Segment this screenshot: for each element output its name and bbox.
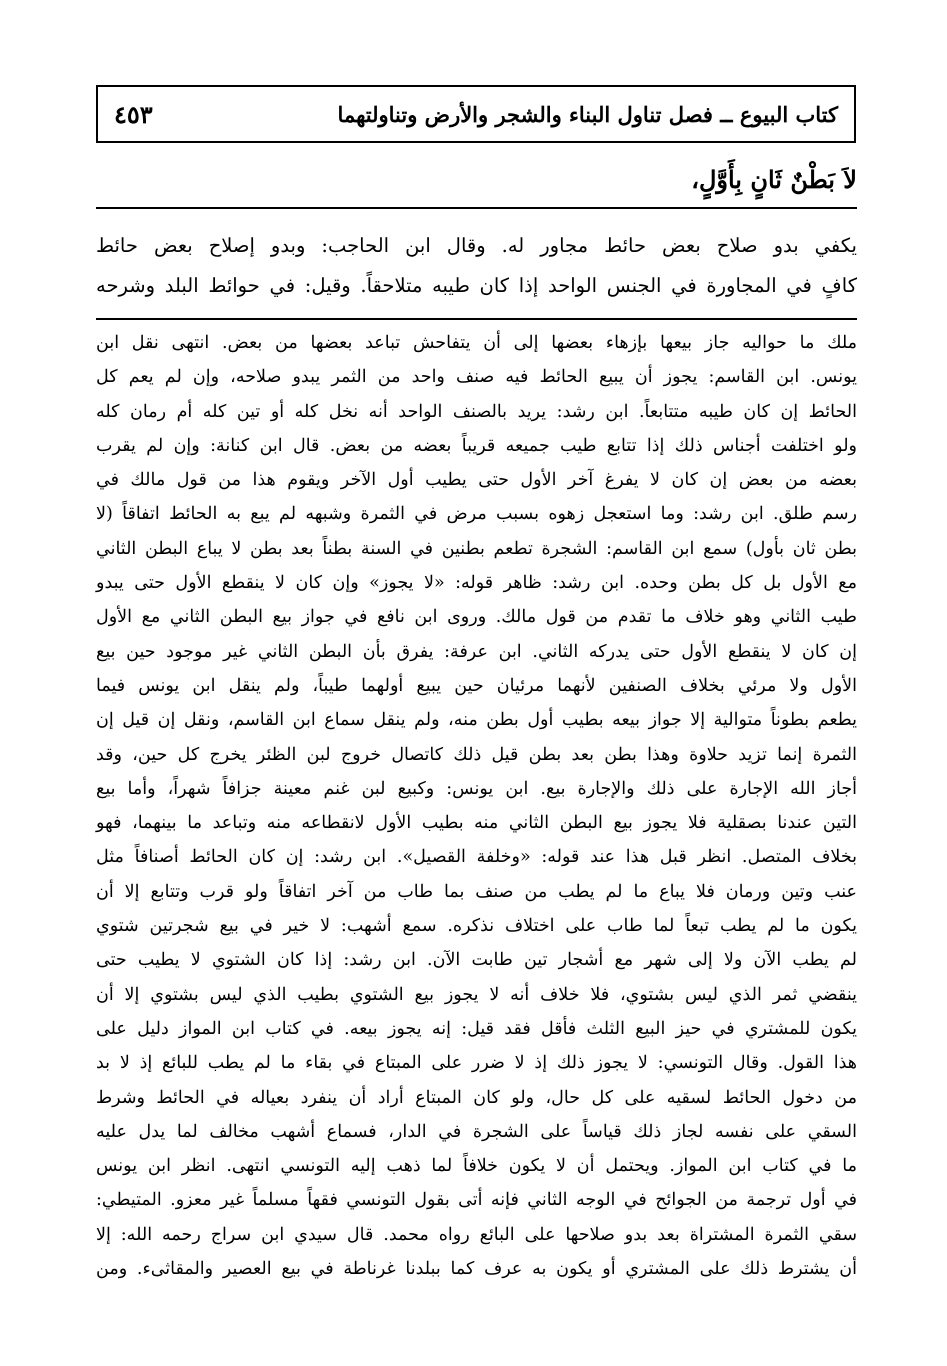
running-header [96,85,856,143]
commentary-line: بطن ثان بأول) سمع ابن القاسم: الشجرة تطعم بطنين في السنة بطناً بعد بطن لا يباع البطن الثاني [96,538,857,559]
commentary-line: الأول ولا مرئي بخلاف الصنفين لأنهما مرئيان حين يبيع أولهما طيباً، ولم ينقل ابن يونس فيما [96,675,857,696]
commentary-line: يطعم بطوناً متوالية إلا جواز بيعه بطيب أول بطن منه، ولم ينقل سماع ابن القاسم، ونقل إن قيل إن [96,710,857,731]
commentary-line: ما في كتاب ابن المواز. ويحتمل أن لا يكون خلافاً لما ذهب إليه التونسي انتهى. انظر ابن يونس [96,1156,857,1177]
text-line: كافٍ في المجاورة في الجنس الواحد إذا كان طيبه متلاحقاً. وقيل: في حوائط البلد وشرحه [96,274,857,297]
commentary-line: يكون ما لم يطب تبعاً لما طاب على اختلاف نذكره. سمع أشهب: لا خير في بيع شجرتين شتوي [96,916,857,937]
commentary-line: هذا القول. وقال التونسي: لا يجوز ذلك إذ لا ضرر على المبتاع في بقاء ما لم يطب للبائع إذ لا بد [96,1053,857,1074]
commentary-line: السقي على نفسه لجاز ذلك قياساً على الشجرة في الدار، فسماع أشهب مخالف لما يدل عليه [96,1121,857,1142]
text-line: يكفي بدو صلاح بعض حائط مجاور له. وقال ابن الحاجب: وبدو إصلاح بعض حائط [96,234,857,257]
commentary-line: طيب الثاني وهو خلاف ما تقدم من قول مالك. وروى ابن نافع في جواز بيع البطن الثاني مع الأول [96,607,857,628]
commentary-line: بخلاف المتصل. انظر قبل هذا عند قوله: «وخلفة القصيل». ابن رشد: إن كان الحائط أصنافاً مثل [96,847,857,868]
commentary-line: الحائط إن كان طيبه متتابعاً. ابن رشد: يريد بالصنف الواحد أنه نخل كله أو تين كله أم رمان كله [96,401,857,422]
mid-text [96,226,857,306]
commentary-line: التين عندنا بصقلية فلا يجوز بيع البطن الثاني منه بطيب الأول لانقطاعه منه وتباعد ما بينهما، فهو [96,813,857,834]
divider-rule [96,318,857,320]
commentary-line: في أول ترجمة من الجوائح في الوجه الثاني فإنه أتى بقول التونسي فقهاً مسلماً غير معزو. المتيطي: [96,1190,857,1211]
matn-text: لاَ بَطْنٌ ثَانٍ بِأَوَّلٍ، [691,165,857,194]
page-number: ٤٥٣ [114,99,153,129]
commentary-line: أن يشترط ذلك على المشتري أو يكون به عرف كما ببلدنا غرناطة في بيع العصير والمقاثىء. ومن [96,1259,857,1280]
commentary-line: إن كان لا ينقطع الأول حتى يدركه الثاني. ابن عرفة: يفرق بأن البطن الثاني غير موجود حين بيع [96,641,857,662]
commentary-line: أجاز الله الإجارة على ذلك والإجارة بيع. ابن يونس: وكبيع لبن غنم معينة جزافاً شهراً، وأما بيع [96,778,857,799]
commentary-line: ينقضي ثمر الذي ليس بشتوي، فلا خلاف أنه لا يجوز بيع الشتوي بطيب الذي ليس بشتوي إلا أن [96,984,857,1005]
commentary-line: ملك ما حواليه جاز بيعها بإزهاء بعضها إلى أن يتفاحش تباعد بعضها من بعض. انتهى نقل ابن [96,333,857,353]
commentary-line: عنب وتين ورمان فلا يباع ما لم يطب من صنف بما طاب من آخر اتفاقاً ولو قرب وتتابع إلا أن [96,881,857,902]
commentary-line: ولو اختلفت أجناس ذلك إذا تتابع طيب جميعه قريباً بعضه من بعض. قال ابن كنانة: وإن لم يقرب [96,435,857,456]
commentary-line: من دخول الحائط لسقيه على كل حال، ولو كان المبتاع أراد أن ينفرد بعياله في الحائط وشرط [96,1087,857,1108]
commentary-line: مع الأول بل كل بطن وحده. ابن رشد: ظاهر قوله: «لا يجوز» وإن كان لا ينقطع الأول حتى يبدو [96,573,857,594]
commentary-line: لم يطب الآن ولا إلى شهر مع أشجار تين طابت الآن. ابن رشد: إذا كان الشتوي لا يطيب حتى [96,950,857,971]
commentary-line: يونس. ابن القاسم: يجوز أن يبيع الحائط فيه صنف واحد من الثمر يبدو صلاحه، وإن لم يعم كل [96,367,857,388]
commentary-text [96,326,857,1286]
commentary-line: سقي الثمرة المشتراة بعد بدو صلاحها على البائع رواه محمد. قال سيدي ابن سراج رحمه الله: إلا [96,1224,857,1245]
divider-rule [96,207,857,209]
commentary-line: الثمرة إنما تزيد حلاوة وهذا بطن بعد بطن قيل ذلك كاتصال خروج لبن الظئر يخرج كل حين، وقد [96,744,857,765]
header-title: كتاب البيوع ــ فصل تناول البناء والشجر والأرض وتناولتهما [337,101,838,127]
commentary-line: رسم طلق. ابن رشد: وما استعجل زهوه بسبب مرض في الثمرة وشبهه لم يبع به الحائط اتفاقاً (لا [96,504,857,525]
commentary-line: يكون للمشتري في حيز البيع الثلث فأقل فقد قيل: إنه يجوز بيعه. في كتاب ابن المواز دليل على [96,1018,857,1039]
commentary-line: بعضه من بعض إن كان لا يفرغ آخر الأول حتى يطيب أول الآخر ويقوم هذا من قول مالك في [96,470,857,491]
